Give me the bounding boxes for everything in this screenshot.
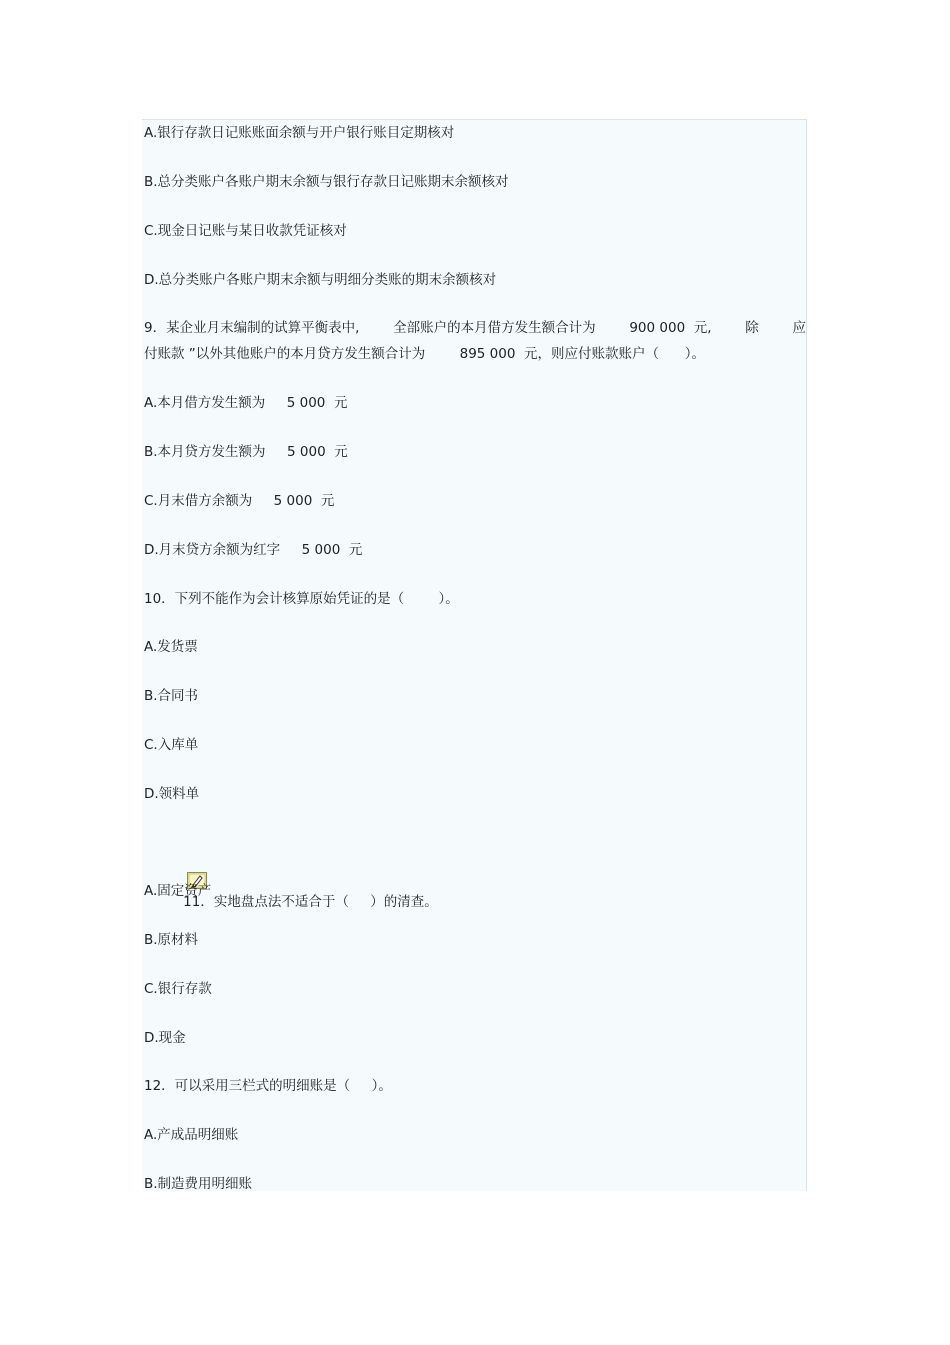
question-9-part-1: 9．某企业月末编制的试算平衡表中, — [144, 320, 360, 336]
q12-option-b: B.制造费用明细账 — [144, 1176, 253, 1191]
q11-option-c: C.银行存款 — [144, 981, 212, 997]
question-9-line-2: 付账款 ”以外其他账户的本月贷方发生额合计为 895 000 元，则应付账款账户（ ）。 — [144, 346, 706, 362]
q12-option-a: A.产成品明细账 — [144, 1127, 239, 1143]
q10-option-b: B.合同书 — [144, 688, 199, 704]
q11-option-a: A.固定资产 — [144, 883, 212, 899]
q10-option-c: C.入库单 — [144, 737, 199, 753]
question-9-part-2: 全部账户的本月借方发生额合计为 — [393, 320, 596, 336]
q10-option-a: A.发货票 — [144, 639, 198, 655]
document-content — [142, 119, 807, 1191]
question-9 — [144, 318, 806, 364]
q11-option-d: D.现金 — [144, 1030, 186, 1046]
q9-option-c: C.月末借方余额为 5 000 元 — [144, 493, 335, 509]
question-9-line-1 — [144, 318, 806, 338]
question-11-text: 11．实地盘点法不适合于（ ）的清查。 — [183, 894, 438, 910]
question-9-part-4: 除 — [745, 320, 759, 336]
q8-option-c: C.现金日记账与某日收款凭证核对 — [144, 223, 347, 239]
q8-option-a: A.银行存款日记账账面余额与开户银行账目定期核对 — [144, 125, 455, 141]
q8-option-d: D.总分类账户各账户期末余额与明细分类账的期末余额核对 — [144, 272, 497, 288]
q9-option-b: B.本月贷方发生额为 5 000 元 — [144, 444, 348, 460]
q10-option-d: D.领料单 — [144, 786, 200, 802]
question-9-part-3: 900 000 元, — [629, 320, 712, 336]
q11-option-b: B.原材料 — [144, 932, 199, 948]
edit-note-icon — [161, 852, 181, 869]
q8-option-b: B.总分类账户各账户期末余额与银行存款日记账期末余额核对 — [144, 174, 509, 190]
q9-option-a: A.本月借方发生额为 5 000 元 — [144, 395, 348, 411]
question-9-part-5: 应 — [792, 320, 806, 336]
question-12: 12．可以采用三栏式的明细账是（ ）。 — [144, 1078, 392, 1094]
q9-option-d: D.月末贷方余额为红字 5 000 元 — [144, 542, 363, 558]
question-10: 10．下列不能作为会计核算原始凭证的是（ ）。 — [144, 591, 459, 607]
